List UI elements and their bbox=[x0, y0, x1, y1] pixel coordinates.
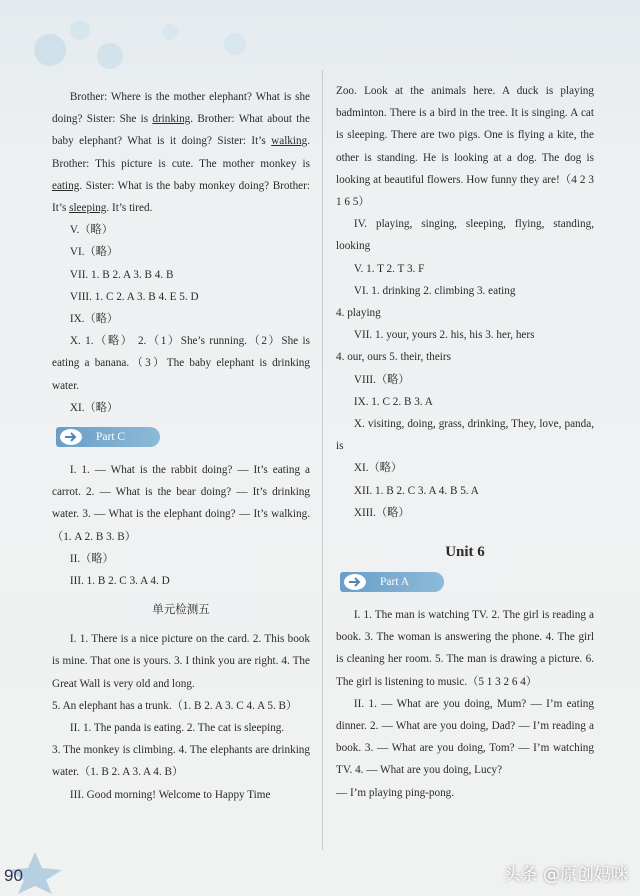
answer-line: VIII. 1. C 2. A 3. B 4. E 5. D bbox=[69, 290, 199, 303]
answer-xi: XI.（略） bbox=[69, 401, 119, 414]
answer-line: IX. 1. C 2. B 3. A bbox=[353, 395, 433, 408]
watermark bbox=[504, 858, 628, 886]
answer-line: I. 1. — What is the rabbit doing? — It’s eating a carrot. 2. — What is the bear doing? — It’s drinking water. 3. — What is the elephant doing? — It’s walking.（1. A 2. B 3. B） bbox=[52, 464, 310, 543]
arrow-icon bbox=[344, 574, 366, 590]
underlined-answer: eating bbox=[52, 179, 80, 192]
dialogue-text: Brother: Where is the mother elephant? What is she doing? Sister: She is bbox=[52, 91, 310, 126]
answer-line: 5. An elephant has a trunk.（1. B 2. A 3. C 4. A 5. B） bbox=[52, 699, 298, 712]
answer-line: III. Good morning! Welcome to Happy Time bbox=[69, 788, 271, 801]
answer-x: X. 1.（略） 2.（1）She’s running.（2）She is eating a banana.（3）The baby elephant is drinking water. bbox=[52, 335, 310, 392]
answer-line: II. 1. The panda is eating. 2. The cat is sleeping. bbox=[69, 722, 285, 735]
answer-line: I. 1. The man is watching TV. 2. The girl is reading a book. 3. The woman is answering the phone. 4. The girl is cleaning her room. 5. The man is drawing a picture. 6. The girl is listening to music.（5 1 3 2 6 4） bbox=[336, 609, 594, 688]
answer-line: II.（略） bbox=[69, 552, 114, 565]
answer-line: V. 1. T 2. T 3. F bbox=[353, 262, 425, 275]
underlined-answer: drinking bbox=[152, 113, 191, 126]
underlined-answer: sleeping bbox=[69, 202, 107, 215]
unit-test-answers bbox=[52, 628, 310, 806]
dialogue-paragraph bbox=[52, 86, 310, 219]
part-a-badge bbox=[340, 572, 444, 592]
page-number: 90 bbox=[4, 866, 23, 885]
part-c-badge bbox=[56, 427, 160, 447]
left-column bbox=[52, 86, 310, 806]
part-a-label: Part A bbox=[380, 576, 410, 589]
arrow-icon bbox=[60, 429, 82, 445]
part-c-label: Part C bbox=[96, 431, 126, 444]
answer-line: 3. The monkey is climbing. 4. The elephants are drinking water.（1. B 2. A 3. A 4. B） bbox=[52, 744, 310, 779]
answer-line: VI. 1. drinking 2. climbing 3. eating bbox=[353, 284, 516, 297]
zoo-paragraph: Zoo. Look at the animals here. A duck is playing badminton. There is a bird in the tree. It is singing. A cat is sleeping. There are two pigs. One is flying a kite, the other is standing. He is looking at a dog. The dog is looking at beautiful flowers. How funny they are!（4 2 3 1 6 5） bbox=[336, 85, 594, 209]
right-column bbox=[336, 80, 594, 804]
part-a-answers bbox=[336, 604, 594, 804]
answer-line: VI.（略） bbox=[69, 246, 119, 259]
answer-line: XI.（略） bbox=[353, 462, 403, 475]
dialogue-text: . Sister: What is the baby monkey doing? Brother: It’s bbox=[52, 179, 310, 215]
bubbles-decoration bbox=[20, 10, 260, 80]
answers-iv-xiii bbox=[336, 213, 594, 524]
answer-line: III. 1. B 2. C 3. A 4. D bbox=[69, 575, 170, 588]
answers-v-ix bbox=[52, 219, 310, 330]
column-divider bbox=[322, 70, 323, 850]
answer-line: XIII.（略） bbox=[353, 506, 410, 519]
dialogue-text: . It’s tired. bbox=[106, 202, 153, 215]
watermark-text: 头条 @原创妈咪 bbox=[503, 864, 628, 885]
answer-line: V.（略） bbox=[69, 224, 113, 237]
answer-line: X. visiting, doing, grass, drinking, They, love, panda, is bbox=[336, 418, 594, 453]
answer-line: VIII.（略） bbox=[353, 373, 410, 386]
answer-line: 4. playing bbox=[336, 307, 381, 320]
dialogue-text: . Brother: What about the baby elephant? What is it doing? Sister: It’s bbox=[52, 113, 310, 148]
part-c-answers bbox=[52, 459, 310, 592]
dialogue-text: . Brother: This picture is cute. The mother monkey is bbox=[52, 135, 310, 170]
answer-line: IV. playing, singing, sleeping, flying, standing, looking bbox=[336, 218, 594, 253]
unit-title: Unit 6 bbox=[445, 544, 485, 561]
answer-line: VII. 1. your, yours 2. his, his 3. her, hers bbox=[353, 329, 535, 342]
answer-line: XII. 1. B 2. C 3. A 4. B 5. A bbox=[353, 484, 479, 497]
answer-line: VII. 1. B 2. A 3. B 4. B bbox=[69, 268, 174, 281]
unit-test-title: 单元检测五 bbox=[152, 604, 210, 617]
answer-line: — I’m playing ping-pong. bbox=[336, 786, 455, 799]
answer-line: IX.（略） bbox=[69, 313, 119, 326]
answer-line: I. 1. There is a nice picture on the card. 2. This book is mine. That one is yours. 3. I think you are right. 4. The Great Wall is very old and long. bbox=[52, 633, 310, 690]
answer-line: 4. our, ours 5. their, theirs bbox=[336, 351, 451, 364]
answer-line: II. 1. — What are you doing, Mum? — I’m eating dinner. 2. — What are you doing, Dad? — I’m reading a book. 3. — What are you doing, Tom? — I’m watching TV. 4. — What are you doing, Lucy? bbox=[336, 697, 594, 777]
underlined-answer: walking bbox=[271, 135, 308, 148]
